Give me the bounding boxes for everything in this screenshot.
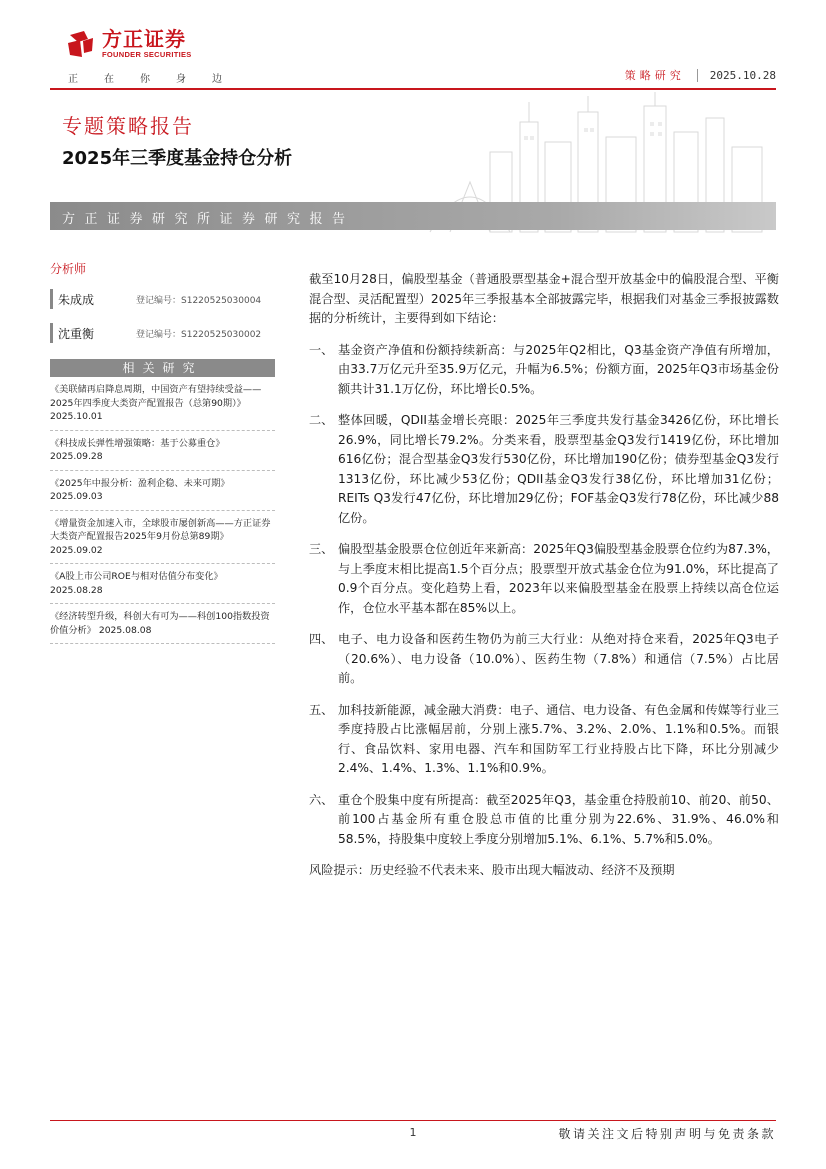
founder-logo-icon <box>66 29 96 59</box>
conclusion-point <box>309 791 779 850</box>
related-research-title: 《科技成长弹性增强策略：基于公募重仓》 <box>50 437 225 449</box>
conclusion-point <box>309 701 779 779</box>
point-number: 六、 <box>309 792 334 807</box>
point-number: 四、 <box>309 632 334 646</box>
related-research-date: 2025.08.08 <box>98 624 152 636</box>
related-research-title: 《经济转型升级，科创大有可为——科创100指数投资价值分析》 <box>50 611 270 636</box>
point-text: 重仓个股集中度有所提高：截至2025年Q3，基金重仓持股前10、前20、前50、前100占基金所有重仓股总市值的比重分别为22.6%、31.9%、46.0%和58.5%，持股集中度较上季度分别增加5.1%、6.1%、5.7%和5.0%。 <box>338 792 779 846</box>
related-research-item[interactable] <box>50 517 275 565</box>
point-text: 偏股型基金股票仓位创近年来新高：2025年Q3偏股型基金股票仓位约为87.3%，与上季度末相比提高1.5个百分点；股票型开放式基金仓位为91.0%，环比提高了0.9个百分点。变化趋势上看，2023年以来偏股型基金在股票上持续以高仓位运作，仓位水平基本都在85%以上。 <box>338 542 779 615</box>
title-banner <box>50 92 776 237</box>
related-research-heading: 相关研究 <box>50 359 275 377</box>
related-research-item[interactable] <box>50 437 275 471</box>
brand-name-cn: 方正证券 <box>102 27 186 51</box>
report-category: 策略研究 <box>624 69 685 82</box>
related-research-list <box>50 383 275 644</box>
analyst-reg-number: 登记编号：S1220525030002 <box>136 329 262 340</box>
institute-label: 方正证券研究所证券研究报告 <box>62 212 355 227</box>
footer-divider <box>50 1120 776 1121</box>
related-research-date: 2025.08.28 <box>50 584 103 596</box>
conclusion-point <box>309 540 779 618</box>
brand-logo <box>66 28 192 59</box>
related-research-item[interactable] <box>50 383 275 431</box>
sidebar <box>50 260 275 650</box>
point-number: 一、 <box>309 342 334 357</box>
related-research-date: 2025.09.02 <box>50 544 103 556</box>
conclusion-point <box>309 411 779 528</box>
related-research-item[interactable] <box>50 610 275 644</box>
summary-body <box>309 270 779 881</box>
header-divider <box>50 88 776 90</box>
related-research-date: 2025.09.28 <box>50 451 103 462</box>
analyst-heading: 分析师 <box>50 262 87 276</box>
related-research-title: 《增量资金加速入市，全球股市屡创新高——方正证券大类资产配置报告2025年9月份总第89期》 <box>50 517 271 542</box>
conclusion-point <box>309 630 779 689</box>
risk-warning: 风险提示：历史经验不代表未来、股市出现大幅波动、经济不及预期 <box>309 863 675 877</box>
related-research-item[interactable] <box>50 570 275 604</box>
page-number: 1 <box>409 1126 417 1139</box>
related-research-date: 2025.10.01 <box>50 411 103 422</box>
related-research-item[interactable] <box>50 477 275 511</box>
analyst-row <box>50 323 275 343</box>
analyst-row <box>50 289 275 309</box>
related-research-title: 《2025年中报分析：盈利企稳、未来可期》 <box>50 477 230 489</box>
point-number: 二、 <box>309 413 334 427</box>
point-number: 五、 <box>309 702 334 717</box>
conclusion-point <box>309 341 779 400</box>
analyst-name: 沈重衡 <box>58 326 95 341</box>
related-research-title: 《美联储再启降息周期，中国资产有望持续受益——2025年四季度大类资产配置报告（总第90期）》 <box>50 384 262 409</box>
point-text: 整体回暖，QDII基金增长亮眼：2025年三季度共发行基金3426亿份，环比增长26.9%，同比增长79.2%。分类来看，股票型基金Q3发行1419亿份，环比增加616亿份；混合型基金Q3发行530亿份，环比增加190亿份；债券型基金Q3发行1313亿份，环比减少53亿份；QDII基金Q3发行38亿份，环比增加31亿份；REITs Q3发行47亿份，环比增加29亿份；FOF基金Q3发行78亿份，环比减少88亿份。 <box>338 413 779 525</box>
point-number: 三、 <box>309 542 334 556</box>
point-text: 电子、电力设备和医药生物仍为前三大行业：从绝对持仓来看，2025年Q3电子（20.6%）、电力设备（10.0%）、医药生物（7.8%）和通信（7.5%）占比居前。 <box>338 632 779 685</box>
report-date: 2025.10.28 <box>697 69 776 82</box>
footer-disclaimer[interactable]: 敬请关注文后特别声明与免责条款 <box>558 1127 776 1141</box>
related-research-title: 《A股上市公司ROE与相对估值分布变化》 <box>50 571 223 582</box>
analyst-reg-number: 登记编号：S1220525030004 <box>136 295 262 306</box>
related-research-date: 2025.09.03 <box>50 491 103 502</box>
report-type: 专题策略报告 <box>62 114 194 138</box>
report-title: 2025年三季度基金持仓分析 <box>62 148 293 169</box>
header-meta <box>625 67 776 83</box>
intro-paragraph: 截至10月28日，偏股型基金（普通股票型基金+混合型开放基金中的偏股混合型、平衡混合型、灵活配置型）2025年三季报基本全部披露完毕，根据我们对基金三季报披露数据的分析统计，主要得到如下结论： <box>309 272 779 325</box>
institute-bar <box>50 202 776 230</box>
analyst-name: 朱成成 <box>58 292 95 307</box>
point-text: 加科技新能源，减金融大消费：电子、通信、电力设备、有色金属和传媒等行业三季度持股占比涨幅居前，分别上涨5.7%、3.2%、2.0%、1.1%和0.5%。而银行、食品饮料、家用电器、汽车和国防军工行业持股占比下降，环比分别减少2.4%、1.4%、1.3%、1.1%和0.9%。 <box>338 702 779 775</box>
slogan: 正在你身边 <box>68 74 248 85</box>
point-text: 基金资产净值和份额持续新高：与2025年Q2相比，Q3基金资产净值有所增加，由33.7万亿元升至35.9万亿元，升幅为6.5%；份额方面，2025年Q3市场基金份额共计31.1万亿份，环比增长0.5%。 <box>338 342 779 396</box>
brand-name-en: FOUNDER SECURITIES <box>102 50 192 59</box>
